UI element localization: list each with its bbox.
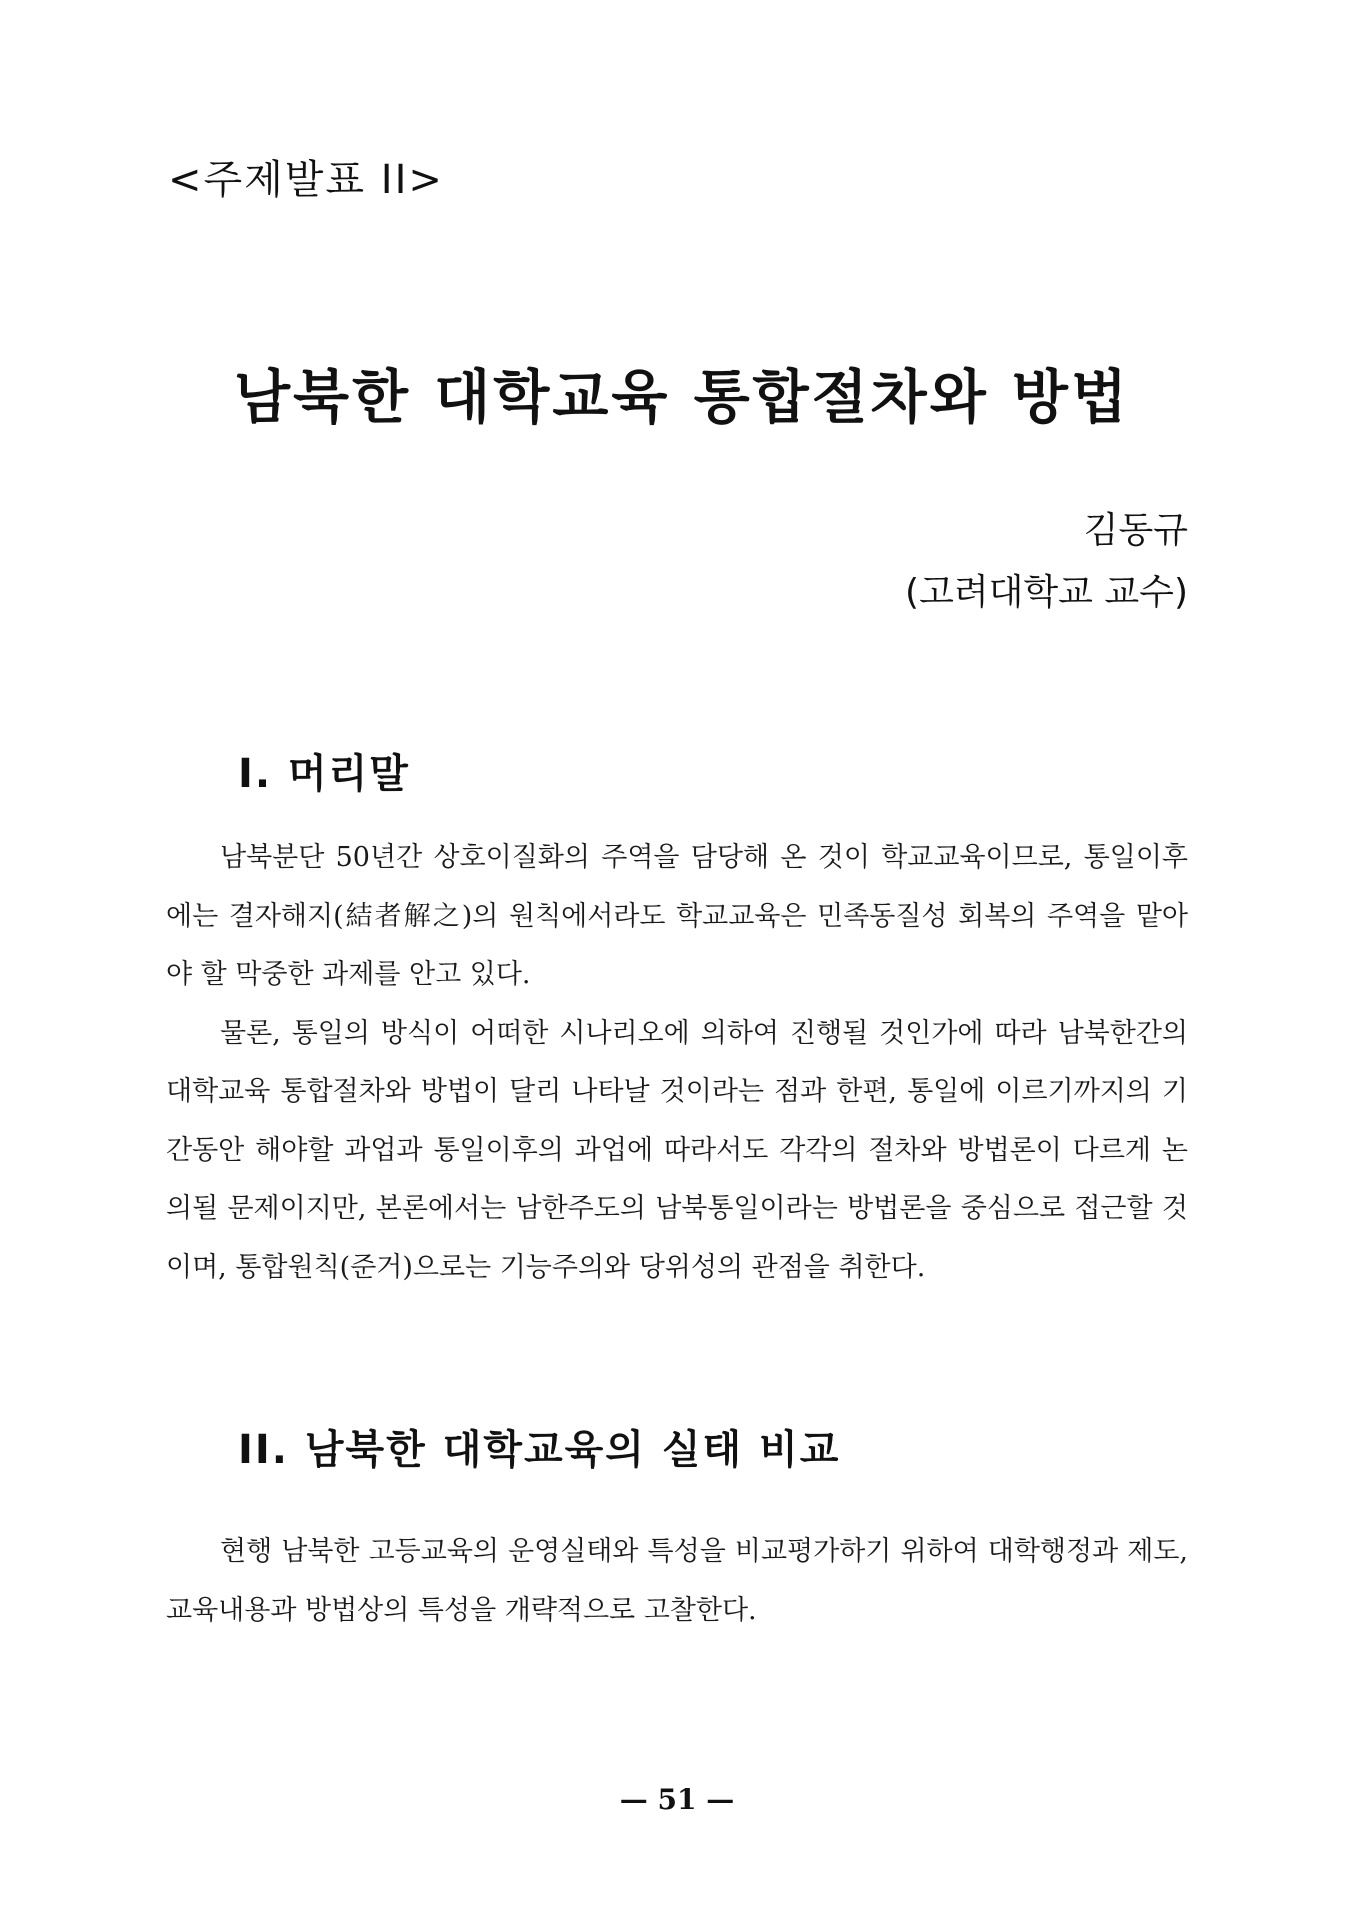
document-title: 남북한 대학교육 통합절차와 방법 [234,363,1130,431]
section-heading-comparison: II. 남북한 대학교육의 실태 비교 [238,1427,841,1473]
author-name: 김동규 [1083,510,1188,551]
section-body-comparison [166,1523,1188,1640]
section-heading-introduction: I. 머리말 [238,751,410,797]
author-affiliation: (고려대학교 교수) [905,572,1188,613]
paragraph: 물론, 통일의 방식이 어떠한 시나리오에 의하여 진행될 것인가에 따라 남북한간의 대학교육 통합절차와 방법이 달리 나타날 것이라는 점과 한편, 통일에 이르기까지의 기간동안 해야할 과업과 통일이후의 과업에 따라서도 각각의 절차와 방법론이 다르게 논의될 문제이지만, 본론에서는 남한주도의 남북통일이라는 방법론을 중심으로 접근할 것이며, 통합원칙(준거)으로는 기능주의와 당위성의 관점을 취한다. [166,1017,1188,1283]
series-label: <주제발표 II> [168,157,444,203]
page-number: — 51 — [619,1783,735,1816]
paragraph: 남북분단 50년간 상호이질화의 주역을 담당해 온 것이 학교교육이므로, 통일이후에는 결자해지(結者解之)의 원칙에서라도 학교교육은 민족동질성 회복의 주역을 맡아야 할 막중한 과제를 안고 있다. [166,842,1188,990]
author-block [905,500,1188,624]
section-body-introduction [166,829,1188,1297]
paragraph: 현행 남북한 고등교육의 운영실태와 특성을 비교평가하기 위하여 대학행정과 제도, 교육내용과 방법상의 특성을 개략적으로 고찰한다. [166,1536,1188,1626]
